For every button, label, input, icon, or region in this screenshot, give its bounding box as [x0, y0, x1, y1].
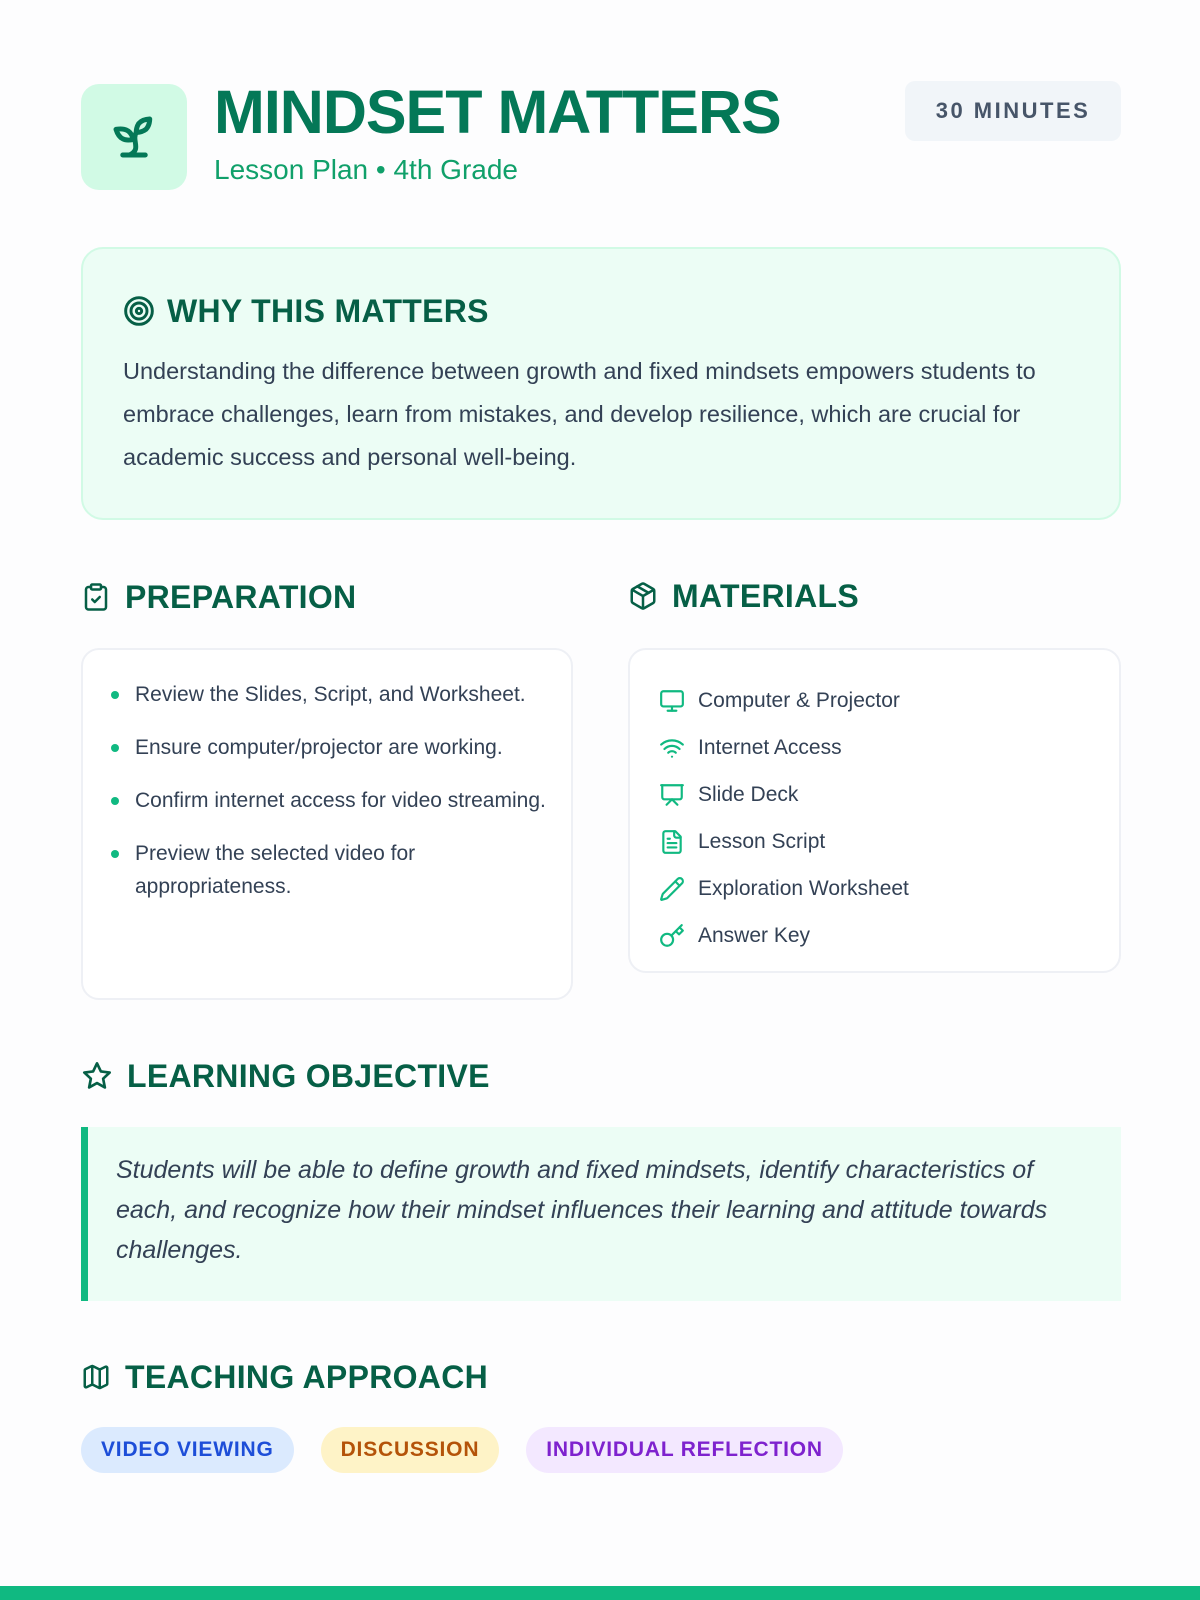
objective-callout [81, 1127, 1121, 1301]
why-text: Understanding the difference between growth and fixed mindsets empowers students to embrace challenges, learn from mistakes, and develop resilience, which are crucial for academic success and personal well-being. [123, 358, 1036, 470]
list-item [658, 724, 909, 771]
clipboard-check-icon [81, 580, 111, 614]
why-heading: WHY THIS MATTERS [167, 293, 489, 329]
tag-individual-reflection: INDIVIDUAL REFLECTION [526, 1427, 843, 1473]
wifi-icon [659, 735, 685, 761]
material-label: Computer & Projector [698, 688, 900, 712]
material-label: Lesson Script [698, 829, 826, 853]
preparation-heading-row [81, 580, 356, 614]
list-item: Confirm internet access for video streaming. [107, 784, 547, 817]
materials-card [628, 648, 1121, 973]
key-icon [659, 923, 685, 949]
approach-heading: TEACHING APPROACH [125, 1359, 489, 1395]
map-icon [81, 1362, 111, 1392]
materials-list [658, 677, 909, 959]
list-item: Ensure computer/projector are working. [107, 731, 547, 764]
materials-heading: MATERIALS [672, 578, 859, 614]
document-icon [659, 829, 685, 855]
objective-heading: LEARNING OBJECTIVE [127, 1058, 490, 1094]
duration-badge: 30 MINUTES [905, 81, 1121, 141]
target-icon [123, 295, 155, 327]
pencil-icon [659, 876, 685, 902]
why-heading-row [123, 295, 489, 327]
tag-discussion: DISCUSSION [321, 1427, 500, 1473]
footer-accent-bar [0, 1586, 1200, 1600]
preparation-card [81, 648, 573, 1000]
preparation-list [107, 678, 547, 923]
objective-text: Students will be able to define growth and fixed mindsets, identify characteristics of each, and recognize how their mindset influences their learning and attitude towards challenges. [116, 1156, 1048, 1264]
list-item [658, 912, 909, 959]
list-item [658, 677, 909, 724]
list-item: Preview the selected video for appropriateness. [107, 837, 547, 903]
sprout-icon [107, 107, 161, 167]
why-this-matters-card [81, 247, 1121, 520]
approach-heading-row [81, 1361, 488, 1393]
star-icon [81, 1060, 113, 1092]
tag-video-viewing: VIDEO VIEWING [81, 1427, 294, 1473]
monitor-icon [659, 688, 685, 714]
materials-heading-row [628, 580, 859, 612]
list-item: Review the Slides, Script, and Worksheet. [107, 678, 547, 711]
header [81, 78, 1121, 191]
preparation-heading: PREPARATION [125, 579, 357, 615]
material-label: Exploration Worksheet [698, 876, 909, 900]
material-label: Answer Key [698, 923, 811, 947]
material-label: Slide Deck [698, 782, 799, 806]
list-item [658, 771, 909, 818]
list-item [658, 865, 909, 912]
objective-heading-row [81, 1060, 490, 1092]
list-item [658, 818, 909, 865]
package-icon [628, 580, 658, 612]
presentation-icon [659, 782, 685, 808]
logo-badge [81, 84, 187, 190]
material-label: Internet Access [698, 735, 842, 759]
page-subtitle: Lesson Plan • 4th Grade [214, 154, 518, 185]
page-title: MINDSET MATTERS [214, 78, 781, 146]
approach-tags [81, 1427, 843, 1473]
